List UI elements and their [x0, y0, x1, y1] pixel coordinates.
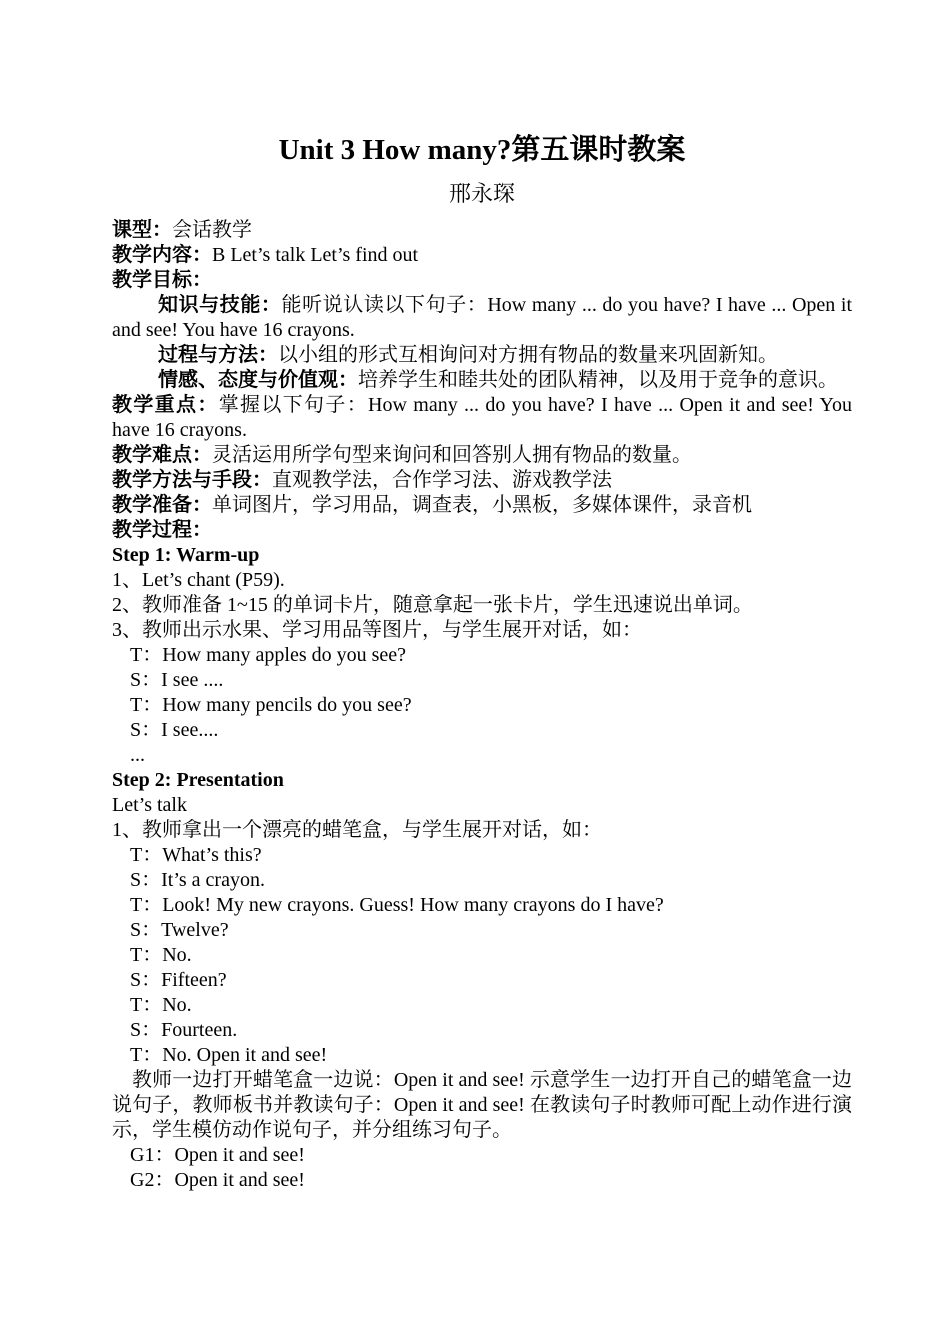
dialogue-line: S：I see....: [130, 719, 219, 741]
step2-subheading: Let’s talk: [112, 794, 187, 816]
dialogue-line: S：Fifteen?: [130, 969, 227, 991]
step1-item: 1、Let’s chant (P59).: [112, 569, 285, 591]
objective-text: 培养学生和睦共处的团队精神，以及用于竞争的意识。: [358, 369, 838, 391]
dialogue-line: T：How many pencils do you see?: [130, 694, 412, 716]
group-line: G2：Open it and see!: [130, 1169, 305, 1191]
meta-content: [112, 243, 852, 268]
step1-item: 3、教师出示水果、学习用品等图片，与学生展开对话，如：: [112, 619, 642, 641]
meta-procedure: [112, 518, 852, 543]
objective-label: 过程与方法：: [158, 344, 278, 366]
step2-item: 1、教师拿出一个漂亮的蜡笔盒，与学生展开对话，如：: [112, 819, 602, 841]
meta-value: 会话教学: [172, 219, 252, 241]
objective-text: 以小组的形式互相询问对方拥有物品的数量来巩固新知。: [278, 344, 778, 366]
teaching-paragraph: 教师一边打开蜡笔盒一边说：Open it and see! 示意学生一边打开自己的蜡笔盒一边说句子，教师板书并教读句子：Open it and see! 在教读句子时教师可配上动作进行演示，学生模仿动作说句子，并分组练习句子。: [112, 1069, 852, 1141]
meta-value: 灵活运用所学句型来询问和回答别人拥有物品的数量。: [212, 444, 692, 466]
meta-label: 教学重点：: [112, 394, 219, 416]
meta-value: 单词图片，学习用品，调查表，小黑板，多媒体课件，录音机: [212, 494, 752, 516]
meta-label: 教学内容：: [112, 244, 212, 266]
dialogue-line: T：How many apples do you see?: [130, 644, 407, 666]
meta-lesson-type: [112, 218, 852, 243]
objective-label: 情感、态度与价值观：: [158, 369, 358, 391]
objective-text: 能听说认读以下句子：How many ... do you have? I have ... Open it and see! You have 16 crayons.: [112, 294, 852, 341]
dialogue-line: S：Fourteen.: [130, 1019, 238, 1041]
meta-key-points: [112, 393, 852, 443]
meta-value: 直观教学法，合作学习法、游戏教学法: [272, 469, 612, 491]
step2-heading: Step 2: Presentation: [112, 769, 284, 791]
meta-methods: [112, 468, 852, 493]
dialogue-line: T：No. Open it and see!: [130, 1044, 328, 1066]
dialogue-line: T：No.: [130, 944, 192, 966]
meta-value: 掌握以下句子：How many ... do you have? I have ... Open it and see! You have 16 crayons.: [112, 394, 852, 441]
dialogue-line: T：No.: [130, 994, 192, 1016]
meta-label: 教学准备：: [112, 494, 212, 516]
meta-value: B Let’s talk Let’s find out: [212, 244, 419, 266]
objective-attitude: [112, 368, 852, 393]
author-name: 邢永琛: [448, 181, 515, 206]
meta-label: 教学难点：: [112, 444, 212, 466]
dialogue-line: S：I see ....: [130, 669, 224, 691]
meta-difficulties: [112, 443, 852, 468]
document-page: [112, 128, 852, 1193]
dialogue-line: ...: [130, 744, 145, 766]
meta-label: 教学方法与手段：: [112, 469, 272, 491]
meta-label: 教学过程：: [112, 519, 212, 541]
objective-label: 知识与技能：: [158, 294, 282, 316]
meta-label: 教学目标：: [112, 269, 212, 291]
step1-heading: Step 1: Warm-up: [112, 544, 260, 566]
document-title: Unit 3 How many?第五课时教案: [278, 134, 686, 166]
meta-label: 课型：: [112, 219, 172, 241]
dialogue-line: T：Look! My new crayons. Guess! How many crayons do I have?: [130, 894, 664, 916]
step1-item: 2、教师准备 1~15 的单词卡片，随意拿起一张卡片，学生迅速说出单词。: [112, 594, 753, 616]
objective-process: [112, 343, 852, 368]
dialogue-line: T：What’s this?: [130, 844, 262, 866]
group-line: G1：Open it and see!: [130, 1144, 305, 1166]
meta-preparation: [112, 493, 852, 518]
meta-objectives: [112, 268, 852, 293]
dialogue-line: S：It’s a crayon.: [130, 869, 265, 891]
dialogue-line: S：Twelve?: [130, 919, 229, 941]
objective-knowledge: [112, 293, 852, 343]
